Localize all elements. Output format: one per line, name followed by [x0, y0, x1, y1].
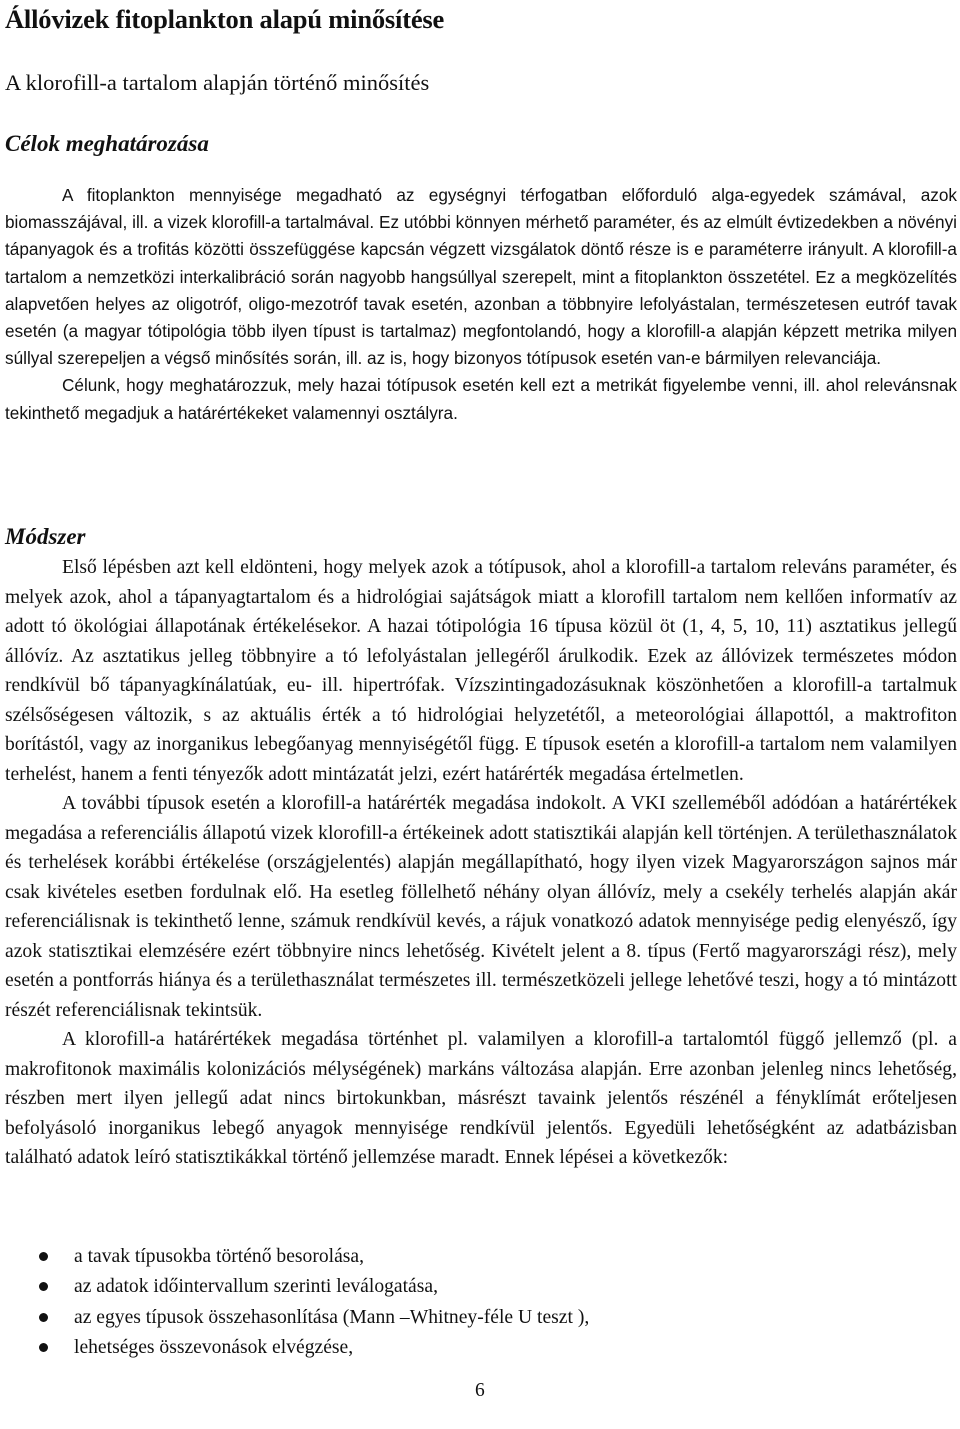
page-number: 6 [475, 1380, 485, 1401]
section-heading-method: Módszer [5, 524, 86, 549]
bullet-icon [39, 1252, 48, 1261]
bullet-icon [39, 1282, 48, 1291]
list-item [5, 1303, 589, 1333]
list-item-text: az adatok időintervallum szerinti leválogatása, [74, 1276, 438, 1298]
method-text [5, 553, 957, 1173]
list-item [5, 1272, 589, 1302]
document-subtitle: A klorofill-a tartalom alapján történő minősítés [5, 70, 430, 95]
method-paragraph-3: A klorofill-a határértékek megadása történhet pl. valamilyen a klorofill-a tartalomtól függő jellemző (pl. a makrofitonok maximális kolonizációs mélységének) markáns változása alapján. Erre azonban jelenleg nincs lehetőség, részben mert ilyen jellegű adat nincs birtokunkban, másrészt tavaink jelentős részénél a fényklímát erőteljesen befolyásoló inorganikus lebegő anyagok mennyisége rendkívül jelentős. Egyedüli lehetőségként az adatbázisban található adatok leíró statisztikákkal történő jellemzése maradt. Ennek lépései a következők: [5, 1029, 957, 1168]
method-steps-list [5, 1242, 589, 1363]
goals-paragraph-2: Célunk, hogy meghatározzuk, mely hazai tótípusok esetén kell ezt a metrikát figyelembe venni, ill. ahol relevánsnak tekinthető megadjuk a határértékeket valamennyi osztályra. [5, 375, 957, 423]
list-item [5, 1242, 589, 1272]
document-title: Állóvizek fitoplankton alapú minősítése [5, 4, 445, 34]
section-heading-goals: Célok meghatározása [5, 131, 209, 156]
list-item [5, 1333, 589, 1363]
list-item-text: az egyes típusok összehasonlítása (Mann –Whitney-féle U teszt ), [74, 1306, 590, 1328]
list-item-text: lehetséges összevonások elvégzése, [74, 1336, 354, 1358]
goals-text [5, 182, 957, 427]
bullet-icon [39, 1343, 48, 1352]
goals-paragraph-1: A fitoplankton mennyisége megadható az egységnyi térfogatban előforduló alga-egyedek számával, azok biomasszájával, ill. a vizek klorofill-a tartalmával. Ez utóbbi könnyen mérhető paraméter, és az elmúlt évtizedekben a növényi tápanyagok és a trofitás közötti összefüggése kapcsán végzett vizsgálatok döntő része is e paraméterre irányult. A klorofill-a tartalom a nemzetközi interkalibráció során nagyobb hangsúllyal szerepelt, mint a fitoplankton összetétel. Ez a megközelítés alapvetően helyes az oligotróf, oligo-mezotróf tavak esetén, azonban a többnyire lefolyástalan, természetesen eutróf tavak esetén (a magyar tótipológia több ilyen típust is tartalmaz) megfontolandó, hogy a klorofill-a alapján képzett metrika milyen súllyal szerepeljen a végső minősítés során, ill. az is, hogy bizonyos tótípusok esetén van-e bármilyen relevanciája. [5, 185, 957, 369]
list-item-text: a tavak típusokba történő besorolása, [74, 1246, 365, 1267]
method-paragraph-2: A további típusok esetén a klorofill-a határérték megadása indokolt. A VKI szelleméből adódóan a határértékek megadása a referenciális állapotú vizek klorofill-a értékeinek adott statisztikái alapján kell történjen. A területhasználatok és terhelések korábbi értékelése (országjelentés) alapján megállapítható, hogy ilyen vizek Magyarországon sajnos már csak kivételes esetben fordulnak elő. Ha esetleg föllelhető néhány olyan állóvíz, mely a csekély terhelés alapján akár referenciálisnak is tekinthető lenne, számuk rendkívül kevés, a rájuk vonatkozó adatok mennyisége pedig elenyésző, így azok statisztikai elemzésére ezért többnyire nincs lehetőség. Kivételt jelent a 8. típus (Fertő magyarországi rész), mely esetén a pontforrás hiánya és a területhasználat természetes ill. természetközeli jellege lehetővé teszi, hogy a tó mintázott részét referenciálisnak tekintsük. [5, 793, 957, 1021]
method-paragraph-1: Első lépésben azt kell eldönteni, hogy melyek azok a tótípusok, ahol a klorofill-a tartalom releváns paraméter, és melyek azok, ahol a tápanyagtartalom és a hidrológiai sajátságok miatt a klorofill tartalom nem kellően informatív az adott tó ökológiai állapotának értékelésekor. A hazai tótipológia 16 típusa közül öt (1, 4, 5, 10, 11) asztatikus jellegű állóvíz. Az asztatikus jelleg többnyire a tó lefolyástalan jellegéről árulkodik. Ezek az állóvizek természetes módon rendkívül bő tápanyagkínálatúak, eu- ill. hipertrófak. Vízszintingadozásuknak köszönhetően a klorofill-a tartalmuk szélsőségesen változik, s az aktuális érték a tó hidrológiai helyzetétől, a meteorológiai állapottól, a maktrofiton borítástól, vagy az inorganikus lebegőanyag mennyiségétől függ. E típusok esetén a klorofill-a tartalom nem valamilyen terhelést, hanem a fenti tényezők adott mintázatát jelzi, ezért határérték megadása értelmetlen. [5, 557, 957, 785]
bullet-icon [39, 1313, 48, 1322]
